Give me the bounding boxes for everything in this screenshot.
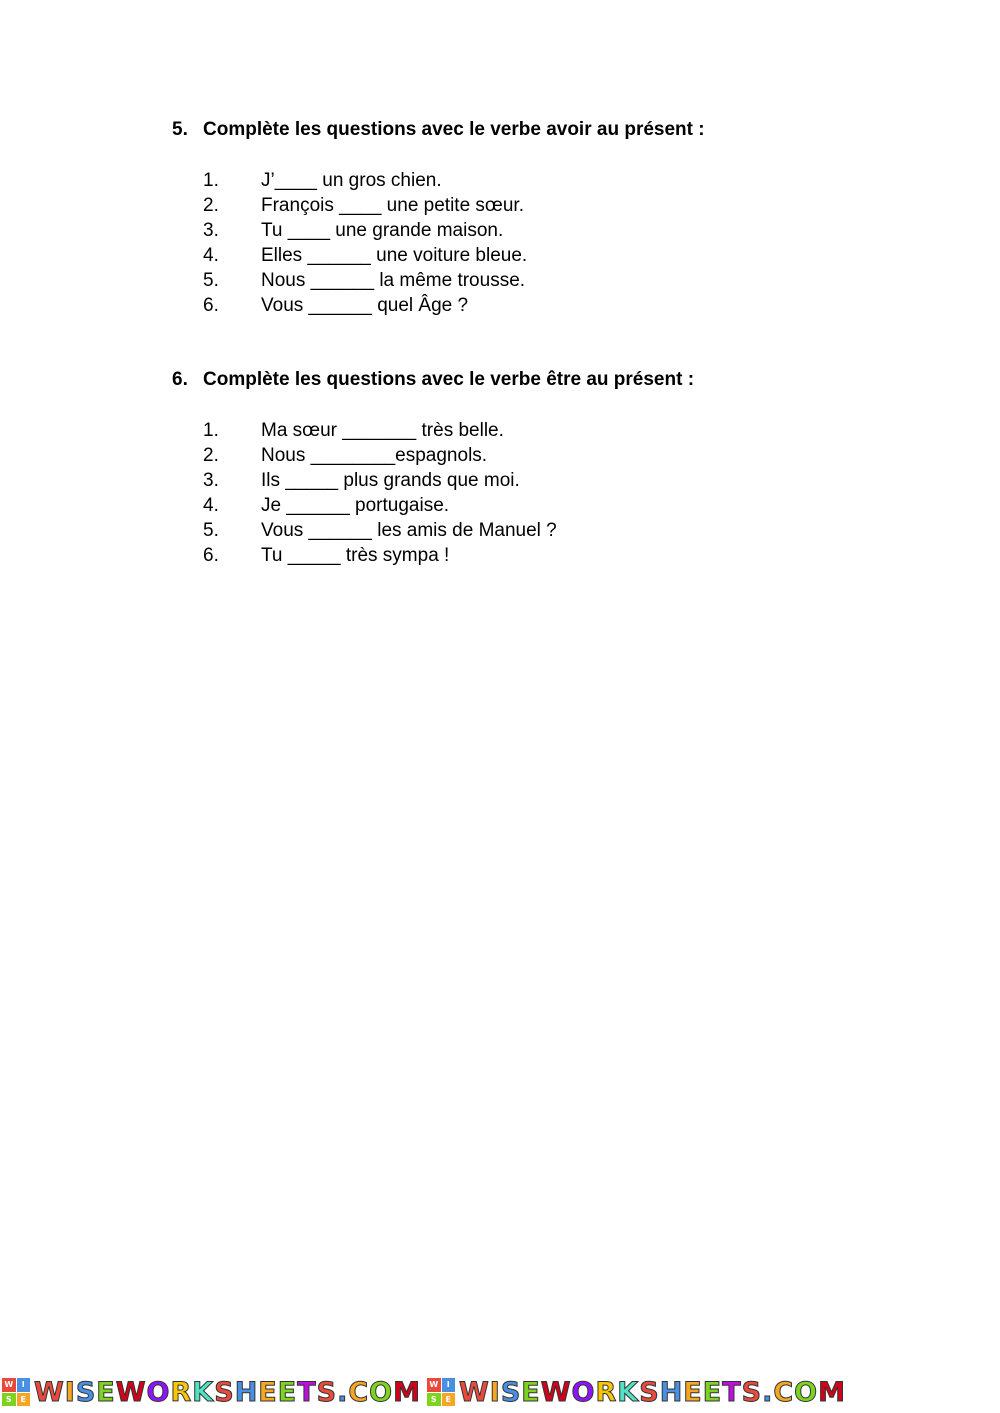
watermark-letter: W	[34, 1376, 65, 1408]
item-sentence: François ____ une petite sœur.	[261, 195, 524, 216]
watermark-letter: E	[277, 1376, 298, 1408]
watermark-letter: E	[702, 1376, 723, 1408]
watermark-text	[34, 1377, 421, 1408]
list-item	[203, 243, 872, 268]
watermark-letter: S	[214, 1376, 235, 1408]
list-item	[203, 168, 872, 193]
list-item	[203, 468, 872, 493]
watermark-letter: O	[146, 1376, 171, 1408]
watermark-letter: W	[115, 1376, 147, 1408]
watermark-letter: M	[818, 1376, 846, 1408]
list-item	[203, 193, 872, 218]
badge-letter: I	[442, 1378, 456, 1392]
item-sentence: Elles ______ une voiture bleue.	[261, 245, 528, 266]
watermark-letter: O	[369, 1376, 394, 1408]
exercise-5	[172, 118, 872, 318]
item-number: 4.	[203, 245, 219, 266]
watermark-letter: .	[337, 1376, 349, 1408]
exercise-5-items	[203, 168, 872, 318]
badge-letter: S	[427, 1393, 441, 1407]
watermark-letter: S	[500, 1376, 522, 1408]
item-number: 3.	[203, 470, 219, 491]
watermark-letter: I	[489, 1376, 501, 1408]
watermark-letter: I	[64, 1376, 76, 1408]
watermark-letter: S	[639, 1376, 660, 1408]
list-item	[203, 418, 872, 443]
exercise-number: 5.	[172, 119, 188, 140]
watermark-logo	[2, 1377, 421, 1408]
watermark-letter: E	[521, 1376, 541, 1408]
exercise-instruction: Complète les questions avec le verbe avoir au présent :	[203, 119, 705, 140]
list-item	[203, 493, 872, 518]
item-sentence: Je ______ portugaise.	[261, 495, 450, 516]
watermark-letter: E	[258, 1376, 278, 1408]
item-number: 4.	[203, 495, 219, 516]
list-item	[203, 543, 872, 568]
item-sentence: Tu ____ une grande maison.	[261, 220, 504, 241]
item-sentence: Ils _____ plus grands que moi.	[261, 470, 520, 491]
list-item	[203, 518, 872, 543]
item-number: 3.	[203, 220, 219, 241]
exercise-number: 6.	[172, 369, 188, 390]
watermark-letter: T	[297, 1376, 317, 1408]
exercise-5-title	[172, 118, 872, 142]
watermark-letter: H	[659, 1376, 684, 1408]
item-number: 5.	[203, 520, 219, 541]
badge-letter: I	[17, 1378, 31, 1392]
exercise-6-items	[203, 418, 872, 568]
watermark-letter: E	[96, 1376, 116, 1408]
item-sentence: Nous ______ la même trousse.	[261, 270, 526, 291]
item-number: 6.	[203, 545, 219, 566]
watermark-letter: R	[595, 1376, 618, 1408]
item-number: 5.	[203, 270, 219, 291]
list-item	[203, 218, 872, 243]
badge-letter: S	[2, 1393, 16, 1407]
logo-badge-icon	[2, 1378, 30, 1406]
watermark-letter: K	[617, 1376, 640, 1408]
watermark-logo	[427, 1377, 846, 1408]
item-sentence: J’____ un gros chien.	[261, 170, 442, 191]
item-number: 2.	[203, 195, 219, 216]
exercise-6	[172, 368, 872, 568]
watermark-letter: .	[762, 1376, 774, 1408]
watermark-letter: W	[540, 1376, 572, 1408]
watermark-letter: C	[773, 1376, 795, 1408]
list-item	[203, 293, 872, 318]
item-sentence: Vous ______ les amis de Manuel ?	[261, 520, 557, 541]
item-number: 1.	[203, 420, 219, 441]
watermark-letter: K	[192, 1376, 215, 1408]
badge-letter: W	[2, 1378, 16, 1392]
item-number: 1.	[203, 170, 219, 191]
badge-letter: E	[17, 1393, 31, 1407]
item-sentence: Vous ______ quel Âge ?	[261, 295, 469, 316]
item-sentence: Tu _____ très sympa !	[261, 545, 450, 566]
watermark-letter: M	[393, 1376, 421, 1408]
watermark-letter: O	[794, 1376, 819, 1408]
watermark-letter: H	[234, 1376, 259, 1408]
exercise-6-title	[172, 368, 872, 392]
watermark-letter: S	[316, 1376, 338, 1408]
exercise-instruction: Complète les questions avec le verbe être au présent :	[203, 369, 695, 390]
badge-letter: W	[427, 1378, 441, 1392]
item-number: 6.	[203, 295, 219, 316]
watermark-letter: S	[75, 1376, 97, 1408]
item-sentence: Nous ________espagnols.	[261, 445, 488, 466]
item-sentence: Ma sœur _______ très belle.	[261, 420, 504, 441]
watermark-text	[459, 1377, 846, 1408]
watermark-footer	[0, 1372, 1000, 1412]
watermark-letter: W	[459, 1376, 490, 1408]
watermark-letter: S	[741, 1376, 763, 1408]
watermark-letter: O	[571, 1376, 596, 1408]
watermark-letter: E	[683, 1376, 703, 1408]
badge-letter: E	[442, 1393, 456, 1407]
item-number: 2.	[203, 445, 219, 466]
watermark-letter: C	[348, 1376, 370, 1408]
list-item	[203, 443, 872, 468]
watermark-letter: R	[170, 1376, 193, 1408]
list-item	[203, 268, 872, 293]
logo-badge-icon	[427, 1378, 455, 1406]
watermark-letter: T	[722, 1376, 742, 1408]
